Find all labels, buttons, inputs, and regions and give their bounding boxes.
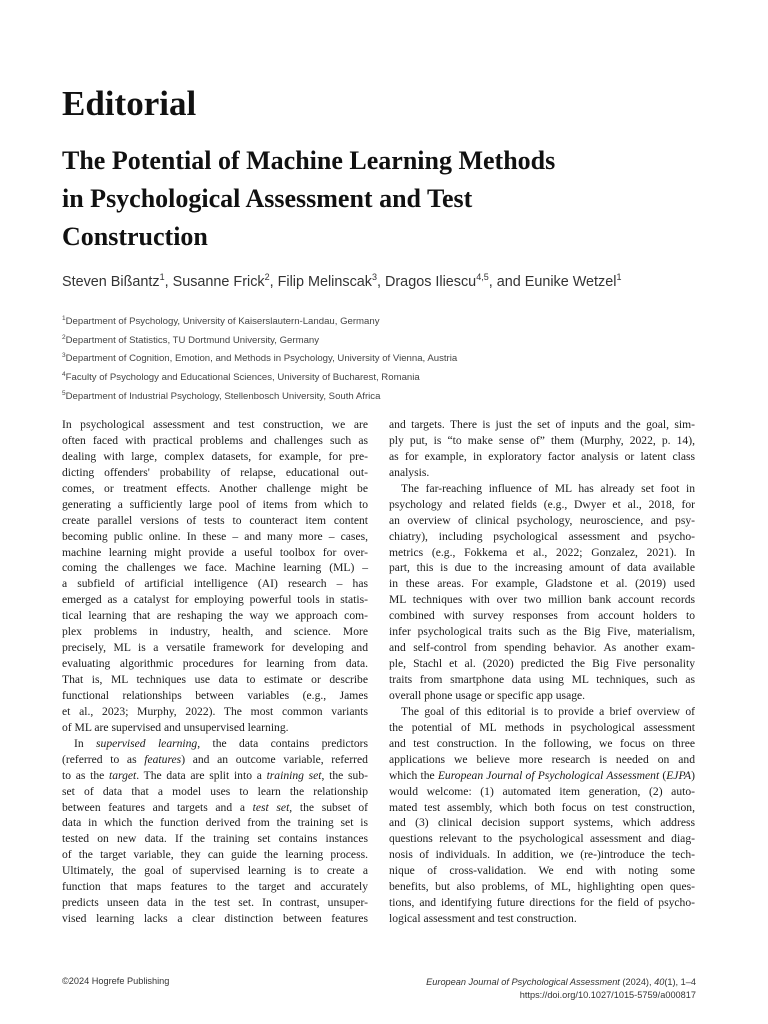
body-text-line: (referred to as features) and an outcome variable, referred — [62, 752, 368, 766]
body-text-line: ply put, is “to make sense of” them (Murphy, 2022, p. 14), — [389, 433, 695, 447]
body-text-line: dealing with large, complex datasets, for example, for pre- — [62, 449, 368, 463]
body-text-line: The far-reaching influence of ML has already set foot in — [401, 481, 695, 495]
author-affiliation-mark: 4,5 — [476, 272, 489, 282]
affiliation: $^1$Department of Psychology, University of Kaiserslautern-Landau, Germany — [62, 315, 380, 328]
body-text-line: part, this is due to the increasing amount of data available — [389, 561, 695, 575]
author-affiliation-mark: 1 — [616, 272, 622, 282]
body-text-line: to as the target. The data are split into a training set, the sub- — [62, 768, 369, 782]
body-text-line: benefits, but also problems, of ML, highlighting open ques- — [389, 880, 695, 894]
journal-reference: European Journal of Psychological Assessment (2024), 40(1), 1–4 — [426, 977, 696, 987]
body-text-line: ple, Stachl et al. (2020) predicted the Big Five personality — [389, 657, 695, 671]
author-name: Susanne Frick — [172, 273, 265, 290]
body-text-line: psychology and related fields (e.g., Dwyer et al., 2018, for — [389, 497, 695, 511]
body-text-line: The goal of this editorial is to provide a brief overview of — [401, 704, 695, 718]
body-text-line: and targets. There is just the set of inputs and the goal, sim- — [389, 418, 695, 431]
author-name: Dragos Iliescu — [385, 273, 477, 290]
title-line: The Potential of Machine Learning Methods — [62, 146, 556, 175]
copyright-notice: ©2024 Hogrefe Publishing — [62, 976, 170, 986]
body-text-line: analysis. — [389, 465, 430, 479]
body-text-line: overall phone usage or specific app usage. — [389, 688, 586, 702]
body-text-line: That is, ML techniques use data to estimate or describe — [62, 673, 368, 686]
body-text-line: mated test assembly, which both focus on test construction, — [389, 800, 695, 814]
body-text-line: becoming public online. In these – and many more – cases, — [62, 529, 368, 543]
body-text-line: vised learning lacks a clear distinction between features — [62, 912, 368, 926]
body-text-line: et al., 2023; Murphy, 2022). The most common variants — [62, 704, 368, 718]
body-text-line: and (3) clinical decision support systems, which address — [389, 816, 695, 830]
body-text-line: chiatry), including psychological assessment and psycho- — [389, 529, 695, 543]
doi-link[interactable]: https://doi.org/10.1027/1015-5759/a000817 — [519, 990, 696, 1000]
body-text-line: functional relationships between variables (e.g., James — [62, 688, 368, 702]
body-text-line: generating a sufficiently large pool of items from which to — [62, 497, 368, 511]
body-text-line: the potential of ML methods in psychological assessment — [389, 720, 695, 734]
affiliation-list — [62, 311, 722, 404]
affiliation: $^4$Faculty of Psychology and Educational Sciences, University of Bucharest, Romania — [62, 371, 420, 384]
body-text-line: between features and targets and a test set, the subset of — [62, 800, 368, 814]
body-text-line: a subfield of artificial intelligence (AI) research – has — [62, 577, 368, 591]
body-text-line: nosis of individuals. In addition, we (re-)introduce the tech- — [389, 848, 695, 862]
body-text-line: of ML are supervised and unsupervised learning. — [62, 720, 289, 734]
body-column-left — [62, 417, 368, 927]
title-line: Construction — [62, 222, 208, 251]
body-text-line: tical learning that are reshaping the way we approach com- — [62, 609, 368, 623]
body-text-line: emerged as a catalyst for employing powerful tools in statis- — [62, 593, 368, 607]
body-text-line: often faced with practical problems and challenges such as — [62, 433, 368, 447]
body-text-line: would welcome: (1) automated item generation, (2) auto- — [389, 784, 695, 798]
body-text-line: applications we believe more research is needed on and — [389, 752, 695, 766]
body-text-line: in these areas. For example, Gladstone et al. (2019) used — [389, 577, 695, 591]
body-text-line: metrics (e.g., Fokkema et al., 2022; Gonzalez, 2021). In — [389, 545, 695, 559]
affiliation: $^2$Department of Statistics, TU Dortmund University, Germany — [62, 333, 320, 346]
body-text-line: create parallel versions of tests to counteract item content — [62, 513, 368, 527]
body-text-line: traits from smartphone data using ML techniques, such as — [389, 673, 695, 686]
body-text-line: nique of cross-validation. We end with noting some — [389, 864, 695, 878]
body-text-line: infer psychological traits such as the Big Five, materialism, — [389, 625, 695, 639]
section-label: Editorial — [62, 84, 197, 123]
body-text-line: data in which the function derived from the training set is — [62, 816, 368, 830]
body-column-right — [389, 417, 695, 927]
body-text-line: and test construction. In the following, we focus on three — [389, 736, 695, 750]
author-list: Steven Bißantz$^1$, Susanne Frick$^2$, Filip Melinscak$^3$, Dragos Iliescu$^{4,5}$, and Eunike Wetzel$^1$ — [62, 272, 622, 290]
body-text-line: evaluating algorithmic procedures for learning from data. — [62, 657, 368, 671]
body-text-line: precisely, ML is a versatile framework for developing and — [62, 641, 368, 655]
author-name: Eunike Wetzel — [524, 273, 617, 290]
body-text-line: coming the challenges we face. Machine learning (ML) – — [62, 561, 368, 575]
body-text-line: logical assessment and test construction. — [389, 912, 577, 926]
body-text-line: ML techniques with over two million bank account records — [389, 593, 695, 607]
title-line: in Psychological Assessment and Test — [62, 184, 473, 213]
body-text-line: predicts unseen data in the test set. In contrast, unsuper- — [62, 896, 368, 910]
author-name: Filip Melinscak — [277, 273, 372, 290]
body-text-line: In psychological assessment and test construction, we are — [62, 418, 368, 431]
body-text-line: and self-control from spending behavior. As another exam- — [389, 641, 695, 655]
body-text-line: machine learning might provide a useful toolbox for over- — [62, 545, 368, 559]
body-text-line: Ultimately, the goal of supervised learning is to create a — [62, 864, 368, 878]
author-affiliation-mark: 2 — [264, 272, 270, 282]
body-text-line: of the target variable, they can guide the learning process. — [62, 848, 368, 862]
body-text-line: set of data that a model uses to learn the relationship — [62, 784, 368, 798]
body-text-line: comes, or treatment effects. Another challenge might be — [62, 481, 368, 495]
affiliation: $^3$Department of Cognition, Emotion, and Methods in Psychology, University of Vienna, Austria — [62, 352, 458, 365]
body-text-line: an overview of clinical psychology, neuroscience, and psy- — [389, 513, 695, 527]
body-text-line: as for example, in exploratory factor analysis or latent class — [389, 449, 695, 463]
body-text-line: questions relevant to the psychological assessment and diag- — [389, 832, 695, 846]
body-text-line: In supervised learning, the data contains predictors — [74, 736, 368, 750]
body-text-line: tested on new data. If the training set contains instances — [62, 832, 368, 846]
body-text-line: plex problems in industry, health, and science. More — [62, 625, 368, 639]
body-text-line: which the European Journal of Psychological Assessment (EJPA) — [389, 768, 695, 782]
journal-citation — [426, 976, 696, 1002]
affiliation: $^5$Department of Industrial Psychology, Stellenbosch University, South Africa — [62, 389, 381, 402]
body-text-line: tions, and identifying future directions for the field of psycho- — [389, 896, 695, 910]
author-affiliation-mark: 3 — [371, 272, 377, 282]
author-name: Steven Bißantz — [62, 273, 160, 290]
article-title — [62, 142, 702, 256]
author-affiliation-mark: 1 — [159, 272, 165, 282]
body-text-line: dicting offenders' probability of relapse, educational out- — [62, 465, 368, 479]
body-text-line: function that maps features to the target and accurately — [62, 880, 368, 894]
body-text-line: combined with survey responses from account holders to — [389, 609, 695, 623]
